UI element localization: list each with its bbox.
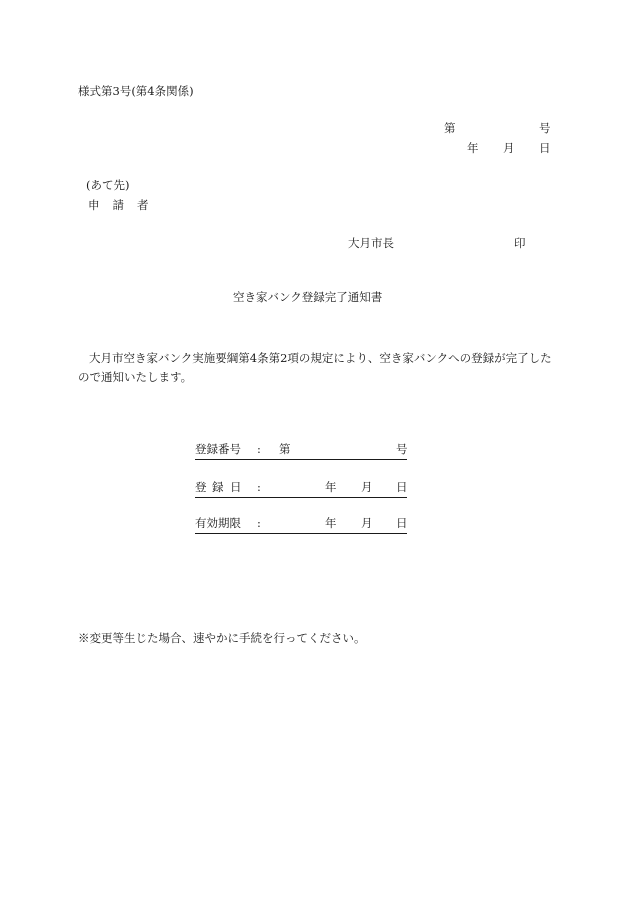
document-title: 空き家バンク登録完了通知書	[233, 290, 383, 304]
registration-number-line	[195, 443, 407, 460]
document-number-suffix: 号	[539, 121, 551, 135]
registration-date-day: 日	[396, 480, 408, 494]
registration-number-colon: :	[257, 442, 261, 456]
issue-date-day: 日	[539, 141, 551, 155]
registration-date-line	[195, 481, 407, 498]
registration-date-month: 月	[361, 480, 373, 494]
applicant-label	[88, 200, 151, 212]
validity-period-day: 日	[396, 516, 408, 530]
applicant-char: 申	[88, 198, 102, 212]
seal-mark: 印	[514, 236, 526, 250]
registration-number-prefix: 第	[279, 442, 291, 456]
footnote: ※変更等生じた場合、速やかに手続を行ってください。	[78, 631, 366, 645]
issue-date-year: 年	[467, 141, 479, 155]
addressee-label: (あて先)	[86, 178, 130, 192]
validity-period-label: 有効期限	[195, 516, 241, 530]
form-number: 様式第3号(第4条関係)	[78, 84, 194, 98]
registration-date-label-char: 日	[230, 480, 242, 494]
registration-number-suffix: 号	[396, 442, 408, 456]
validity-period-year: 年	[325, 516, 337, 530]
applicant-char: 者	[137, 198, 151, 212]
registration-date-colon: :	[257, 480, 261, 494]
validity-period-colon: :	[257, 516, 261, 530]
issue-date-month: 月	[503, 141, 515, 155]
registration-number-label: 登録番号	[195, 442, 241, 456]
issuer-mayor: 大月市長	[348, 236, 394, 250]
body-text: 大月市空き家バンク実施要綱第4条第2項の規定により、空き家バンクへの登録が完了したので通知いたします。	[78, 351, 552, 384]
validity-period-month: 月	[361, 516, 373, 530]
document-number-prefix: 第	[444, 121, 456, 135]
validity-period-line	[195, 517, 407, 534]
registration-date-year: 年	[325, 480, 337, 494]
applicant-char: 請	[112, 198, 126, 212]
registration-date-label-char: 録	[212, 480, 224, 494]
registration-date-label-char: 登	[195, 480, 207, 494]
